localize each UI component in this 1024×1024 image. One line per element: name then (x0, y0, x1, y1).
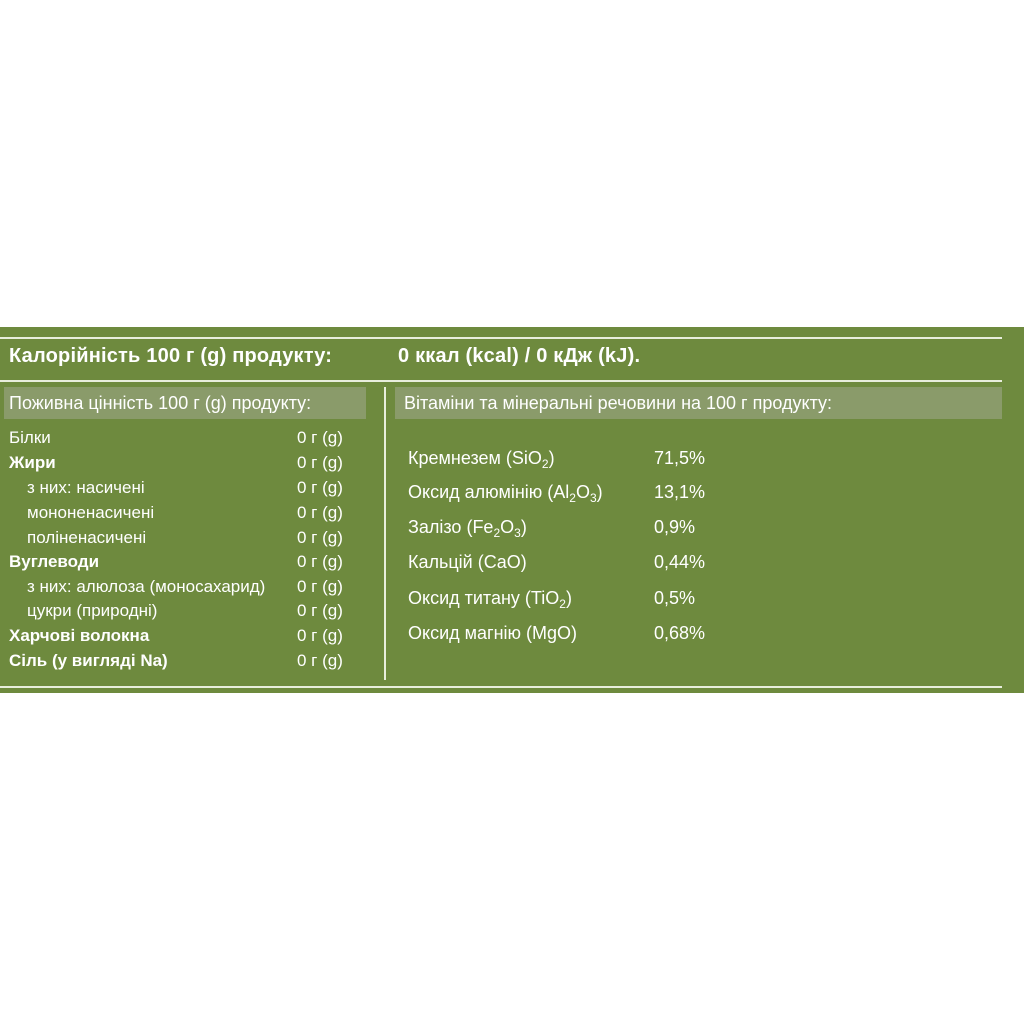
mineral-row-alumina (408, 482, 1008, 512)
nutrient-row-allulose (9, 577, 354, 601)
nutrient-value: 0 г (g) (297, 453, 343, 472)
nutrient-value: 0 г (g) (297, 552, 343, 571)
nutrient-value: 0 г (g) (297, 601, 343, 620)
nutrient-name: з них: насичені (27, 478, 145, 497)
nutrient-name: поліненасичені (27, 528, 147, 547)
nutrient-value: 0 г (g) (297, 528, 343, 547)
mineral-row-magnesium (408, 623, 1008, 653)
minerals-header: Вітаміни та мінеральні речовини на 100 г продукту: (404, 393, 833, 413)
nutrient-row-polyunsaturated (9, 528, 354, 552)
nutrient-name: цукри (природні) (27, 601, 158, 620)
mineral-value: 0,68% (654, 623, 706, 643)
mineral-value: 71,5% (654, 448, 706, 468)
nutrition-header: Поживна цінність 100 г (g) продукту: (9, 393, 312, 413)
mineral-value: 0,44% (654, 552, 706, 572)
nutrient-value: 0 г (g) (297, 503, 343, 522)
mineral-row-silica (408, 448, 1008, 478)
nutrient-value: 0 г (g) (297, 651, 343, 670)
mineral-value: 0,5% (654, 588, 696, 608)
nutrient-name: мононенасичені (27, 503, 155, 522)
calories-value: 0 ккал (kcal) / 0 кДж (kJ). (398, 345, 641, 367)
mineral-name: Кальцій (CaO) (408, 552, 527, 572)
nutrient-value: 0 г (g) (297, 626, 343, 645)
nutrient-value: 0 г (g) (297, 478, 343, 497)
nutrient-row-protein (9, 428, 354, 452)
bottom-divider (0, 686, 1002, 688)
top-divider (0, 337, 1002, 339)
mineral-name: Залізо $(Fe_2O_3)$ (408, 517, 527, 540)
nutrient-name: з них: алюлоза (моносахарид) (27, 577, 266, 596)
mineral-row-iron (408, 517, 1008, 547)
calories-divider (0, 380, 1002, 382)
mineral-value: 13,1% (654, 482, 706, 502)
nutrient-row-salt (9, 651, 354, 675)
mineral-row-titanium (408, 588, 1008, 618)
nutrient-row-saturated (9, 478, 354, 502)
mineral-row-calcium (408, 552, 1008, 582)
nutrient-row-carbohydrates (9, 552, 354, 576)
nutrient-row-fat (9, 453, 354, 477)
mineral-value: 0,9% (654, 517, 696, 537)
mineral-name: Оксид титану (TiO$_2$) (408, 588, 572, 611)
nutrient-name: Харчові волокна (9, 626, 150, 645)
nutrient-row-fiber (9, 626, 354, 650)
column-divider (384, 387, 386, 680)
mineral-name: Оксид алюмінію $(Al_2O_3)$ (408, 482, 603, 505)
nutrient-row-sugars (9, 601, 354, 625)
nutrient-name: Сіль (у вигляді Na) (9, 651, 168, 670)
nutrition-panel (0, 327, 1024, 693)
calories-label: Калорійність 100 г (g) продукту: (9, 345, 333, 367)
mineral-name: Кремнезем (SiO$_2$) (408, 448, 555, 471)
nutrient-name: Жири (9, 453, 56, 472)
nutrient-value: 0 г (g) (297, 428, 343, 447)
nutrient-name: Вуглеводи (9, 552, 100, 571)
nutrient-value: 0 г (g) (297, 577, 343, 596)
nutrient-row-monounsaturated (9, 503, 354, 527)
mineral-name: Оксид магнію (MgO) (408, 623, 578, 643)
nutrient-name: Білки (9, 428, 51, 447)
